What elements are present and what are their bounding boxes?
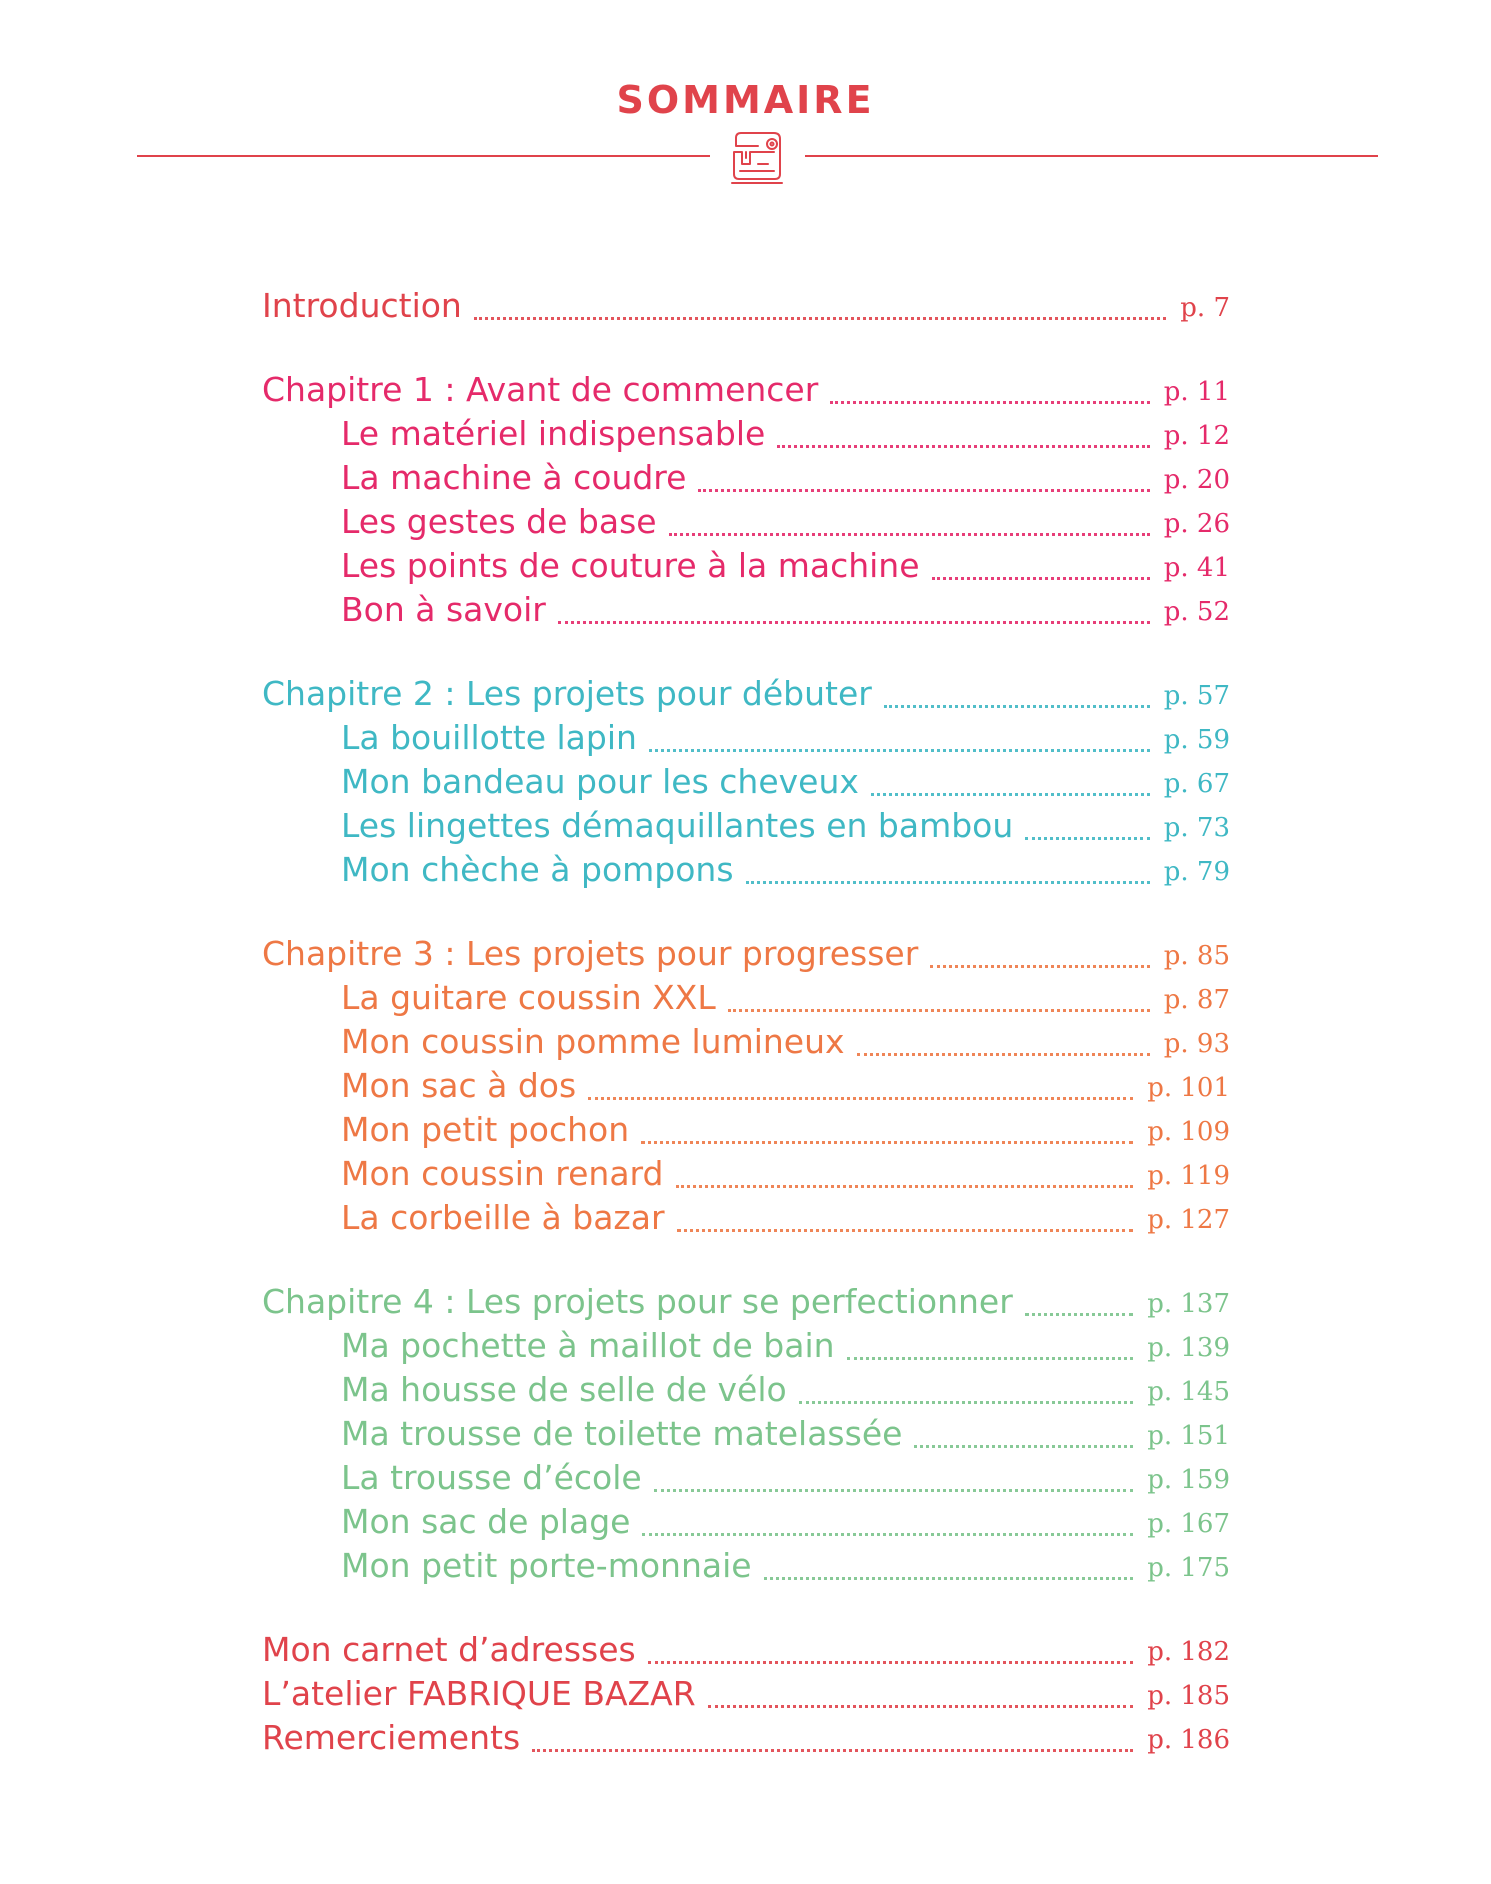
leader-dots xyxy=(847,1357,1134,1360)
leader-dots xyxy=(932,577,1150,580)
leader-dots xyxy=(1025,1313,1133,1316)
leader-dots xyxy=(654,1489,1133,1492)
toc-entry[interactable] xyxy=(341,758,1230,802)
toc-entry[interactable] xyxy=(341,846,1230,890)
toc-entry-carnet[interactable] xyxy=(262,1626,1230,1670)
toc-entry-label: Chapitre 2 : Les projets pour débuter xyxy=(262,674,872,713)
leader-dots xyxy=(746,881,1150,884)
toc-chapter-2[interactable] xyxy=(262,670,1230,714)
toc-entry-page: p. 52 xyxy=(1163,597,1230,627)
toc-entry[interactable] xyxy=(341,1194,1230,1238)
toc-entry-label: Mon carnet d’adresses xyxy=(262,1630,636,1669)
toc-entry-page: p. 175 xyxy=(1147,1553,1230,1583)
leader-dots xyxy=(708,1705,1134,1708)
leader-dots xyxy=(698,489,1149,492)
toc-entry-label: Mon coussin pomme lumineux xyxy=(341,1022,845,1061)
leader-dots xyxy=(676,1185,1134,1188)
toc-entry-label: La bouillotte lapin xyxy=(341,718,637,757)
toc-entry[interactable] xyxy=(341,1106,1230,1150)
toc-entry-page: p. 127 xyxy=(1147,1205,1230,1235)
toc-entry-label: Chapitre 4 : Les projets pour se perfectionner xyxy=(262,1282,1013,1321)
toc-entry-label: Mon bandeau pour les cheveux xyxy=(341,762,859,801)
toc-entry-label: Le matériel indispensable xyxy=(341,414,766,453)
toc-entry-page: p. 59 xyxy=(1163,725,1230,755)
toc-entry-label: Remerciements xyxy=(262,1718,521,1757)
toc-entry[interactable] xyxy=(341,714,1230,758)
toc-entry-label: L’atelier FABRIQUE BAZAR xyxy=(262,1674,696,1713)
toc-entry-label: Mon petit pochon xyxy=(341,1110,630,1149)
toc-entry[interactable] xyxy=(341,802,1230,846)
toc-entry-label: La trousse d’école xyxy=(341,1458,642,1497)
leader-dots xyxy=(588,1097,1133,1100)
leader-dots xyxy=(799,1401,1134,1404)
toc-entry[interactable] xyxy=(341,1366,1230,1410)
toc-entry[interactable] xyxy=(341,498,1230,542)
leader-dots xyxy=(930,965,1149,968)
toc-entry-label: Ma housse de selle de vélo xyxy=(341,1370,787,1409)
page-title: SOMMAIRE xyxy=(616,78,875,122)
leader-dots xyxy=(642,1533,1133,1536)
toc-entry-page: p. 93 xyxy=(1163,1029,1230,1059)
toc-entry[interactable] xyxy=(341,1454,1230,1498)
toc-entry-page: p. 139 xyxy=(1147,1333,1230,1363)
leader-dots xyxy=(641,1141,1133,1144)
toc-chapter-3[interactable] xyxy=(262,930,1230,974)
toc-entry-page: p. 167 xyxy=(1147,1509,1230,1539)
toc-entry-page: p. 151 xyxy=(1147,1421,1230,1451)
toc-entry-label: Les points de couture à la machine xyxy=(341,546,920,585)
toc-entry-label: Ma trousse de toilette matelassée xyxy=(341,1414,903,1453)
leader-dots xyxy=(648,1661,1133,1664)
toc-chapter-1[interactable] xyxy=(262,366,1230,410)
toc-entry[interactable] xyxy=(341,454,1230,498)
toc-entry-label: Ma pochette à maillot de bain xyxy=(341,1326,835,1365)
toc-entry-page: p. 26 xyxy=(1163,509,1230,539)
toc-entry-page: p. 73 xyxy=(1163,813,1230,843)
toc-entry-page: p. 79 xyxy=(1163,857,1230,887)
toc-entry-label: Les lingettes démaquillantes en bambou xyxy=(341,806,1014,845)
toc-entry-page: p. 185 xyxy=(1147,1681,1230,1711)
toc-entry-label: Introduction xyxy=(262,286,462,325)
toc-entry-label: Mon chèche à pompons xyxy=(341,850,734,889)
leader-dots xyxy=(649,749,1150,752)
leader-dots xyxy=(558,621,1150,624)
toc-entry-page: p. 101 xyxy=(1147,1073,1230,1103)
toc-entry[interactable] xyxy=(341,542,1230,586)
leader-dots xyxy=(777,445,1149,448)
leader-dots xyxy=(728,1009,1150,1012)
toc-entry[interactable] xyxy=(341,1018,1230,1062)
toc-entry[interactable] xyxy=(341,1150,1230,1194)
leader-dots xyxy=(474,317,1166,320)
toc-entry[interactable] xyxy=(341,1410,1230,1454)
toc-entry-label: Mon petit porte-monnaie xyxy=(341,1546,752,1585)
toc-entry-atelier[interactable] xyxy=(262,1670,1230,1714)
toc-entry-page: p. 119 xyxy=(1147,1161,1230,1191)
toc-entry-remerciements[interactable] xyxy=(262,1714,1230,1758)
toc-entry-page: p. 159 xyxy=(1147,1465,1230,1495)
toc-entry-label: Mon sac de plage xyxy=(341,1502,631,1541)
leader-dots xyxy=(677,1229,1134,1232)
leader-dots xyxy=(914,1445,1133,1448)
leader-dots xyxy=(669,533,1150,536)
toc-entry-page: p. 186 xyxy=(1147,1725,1230,1755)
toc-entry-page: p. 67 xyxy=(1163,769,1230,799)
leader-dots xyxy=(871,793,1150,796)
toc-entry-label: Mon sac à dos xyxy=(341,1066,577,1105)
toc-entry-page: p. 57 xyxy=(1163,681,1230,711)
toc-entry[interactable] xyxy=(341,1542,1230,1586)
toc-entry-label: Bon à savoir xyxy=(341,590,546,629)
toc-entry-label: La guitare coussin XXL xyxy=(341,978,716,1017)
leader-dots xyxy=(830,401,1149,404)
toc-entry-page: p. 109 xyxy=(1147,1117,1230,1147)
leader-dots xyxy=(884,705,1150,708)
leader-dots xyxy=(857,1053,1150,1056)
toc-entry[interactable] xyxy=(341,1322,1230,1366)
toc-entry-page: p. 87 xyxy=(1163,985,1230,1015)
toc-entry-page: p. 182 xyxy=(1147,1637,1230,1667)
toc-entry-page: p. 145 xyxy=(1147,1377,1230,1407)
leader-dots xyxy=(532,1749,1133,1752)
toc-entry-page: p. 12 xyxy=(1163,421,1230,451)
toc-entry-page: p. 137 xyxy=(1147,1289,1230,1319)
toc-entry-label: Mon coussin renard xyxy=(341,1154,664,1193)
toc-entry-label: Chapitre 3 : Les projets pour progresser xyxy=(262,934,919,973)
toc-entry-page: p. 7 xyxy=(1180,293,1230,323)
toc-entry-page: p. 41 xyxy=(1163,553,1230,583)
toc-entry-label: Chapitre 1 : Avant de commencer xyxy=(262,370,819,409)
toc-entry-label: La corbeille à bazar xyxy=(341,1198,665,1237)
toc-entry[interactable] xyxy=(341,974,1230,1018)
toc-entry-page: p. 20 xyxy=(1163,465,1230,495)
toc-chapter-4[interactable] xyxy=(262,1278,1230,1322)
toc-entry[interactable] xyxy=(341,1062,1230,1106)
toc-entry-introduction[interactable] xyxy=(262,282,1230,326)
toc-entry-page: p. 85 xyxy=(1163,941,1230,971)
leader-dots xyxy=(1025,837,1149,840)
toc-entry[interactable] xyxy=(341,586,1230,630)
toc-entry[interactable] xyxy=(341,1498,1230,1542)
toc-entry-label: La machine à coudre xyxy=(341,458,687,497)
toc-entry-page: p. 11 xyxy=(1163,377,1230,407)
leader-dots xyxy=(764,1577,1134,1580)
toc-entry[interactable] xyxy=(341,410,1230,454)
toc-entry-label: Les gestes de base xyxy=(341,502,657,541)
